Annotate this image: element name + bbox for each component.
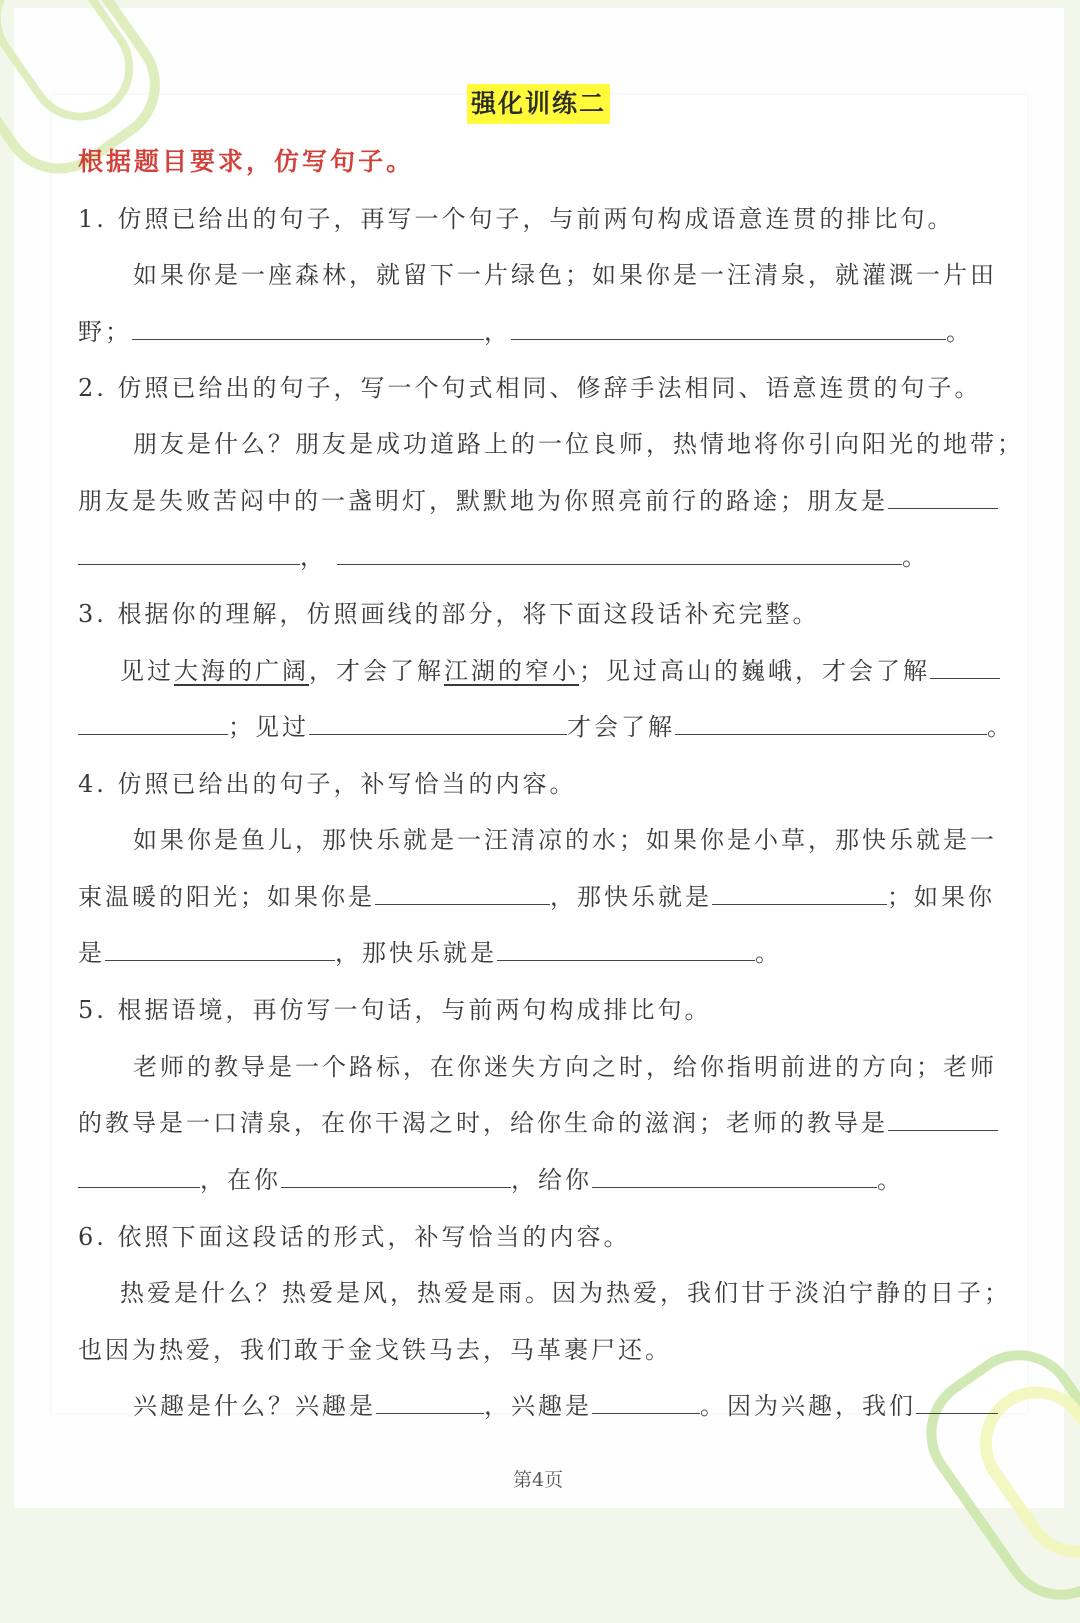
section-heading: 根据题目要求，仿写句子。 xyxy=(78,147,415,176)
q2-example-line2 xyxy=(78,485,998,517)
q1-prompt: 1. 仿照已给出的句子，再写一个句子，与前两句构成语意连贯的排比句。 xyxy=(78,205,955,233)
q2-answer-line xyxy=(78,541,929,573)
q5-blank-3[interactable] xyxy=(281,1165,511,1188)
q3-prompt: 3. 根据你的理解，仿照画线的部分，将下面这段话补充完整。 xyxy=(78,600,820,628)
q4-end: 。 xyxy=(755,939,782,967)
q4-prompt: 4. 仿照已给出的句子，补写恰当的内容。 xyxy=(78,770,577,798)
q4-text-e: ，那快乐就是 xyxy=(335,939,497,967)
q1-sep: ， xyxy=(484,318,511,346)
q5-prompt: 5. 根据语境，再仿写一句话，与前两句构成排比句。 xyxy=(78,996,712,1024)
q2-blank-3[interactable] xyxy=(337,542,902,565)
q5-example-line2 xyxy=(78,1107,998,1139)
q4-text-d: 是 xyxy=(78,939,105,967)
q6-answer-line xyxy=(133,1390,998,1422)
q2-end: 。 xyxy=(902,543,929,571)
q4-blank-4[interactable] xyxy=(497,938,755,961)
page-number: 第4页 xyxy=(513,1469,564,1491)
q2-line2-text: 朋友是失败苦闷中的一盏明灯，默默地为你照亮前行的路途；朋友是 xyxy=(78,487,888,515)
q3-text-c: ；见过高山的巍峨，才会了解 xyxy=(579,657,930,685)
q4-text-a: 束温暖的阳光；如果你是 xyxy=(78,883,375,911)
q1-example: 如果你是一座森林，就留下一片绿色；如果你是一汪清泉，就灌溉一片田 xyxy=(133,261,997,289)
q1-line-start: 野； xyxy=(78,318,132,346)
q6-example-line2: 也因为热爱，我们敢于金戈铁马去，马革裹尸还。 xyxy=(78,1336,672,1364)
q4-example-line1: 如果你是鱼儿，那快乐就是一汪清凉的水；如果你是小草，那快乐就是一 xyxy=(133,826,997,854)
q6-text-a: 兴趣是什么？兴趣是 xyxy=(133,1392,376,1420)
q1-blank-2[interactable] xyxy=(511,317,946,340)
q4-blank-1[interactable] xyxy=(375,882,550,905)
q3-text-d: ；见过 xyxy=(228,713,309,741)
q3-text-b: ，才会了解 xyxy=(309,657,444,685)
worksheet-card xyxy=(52,95,1027,1413)
q2-example-line1: 朋友是什么？朋友是成功道路上的一位良师，热情地将你引向阳光的地带； xyxy=(133,430,1024,458)
q6-blank-1[interactable] xyxy=(376,1391,484,1414)
q5-blank-4[interactable] xyxy=(592,1165,877,1188)
q2-prompt: 2. 仿照已给出的句子，写一个句式相同、修辞手法相同、语意连贯的句子。 xyxy=(78,374,982,402)
q3-blank-4[interactable] xyxy=(675,712,987,735)
q5-end: 。 xyxy=(877,1166,904,1194)
q3-example-line1 xyxy=(120,655,1000,687)
q5-blank-2[interactable] xyxy=(78,1165,200,1188)
q3-text-e: 才会了解 xyxy=(567,713,675,741)
q6-blank-2[interactable] xyxy=(592,1391,700,1414)
q3-text-a: 见过 xyxy=(120,657,174,685)
q2-sep: ， xyxy=(300,543,327,571)
q5-text-b: ，给你 xyxy=(511,1166,592,1194)
q4-blank-2[interactable] xyxy=(712,882,887,905)
q4-text-c: ；如果你 xyxy=(887,883,995,911)
q4-answer-line xyxy=(78,937,782,969)
q3-blank-3[interactable] xyxy=(309,712,567,735)
q5-text-a: ，在你 xyxy=(200,1166,281,1194)
q2-blank-1[interactable] xyxy=(888,486,998,509)
q1-end: 。 xyxy=(946,318,973,346)
q2-blank-2[interactable] xyxy=(78,542,300,565)
q6-blank-3[interactable] xyxy=(916,1391,998,1414)
page-title: 强化训练二 xyxy=(467,84,610,124)
q6-example-line1: 热爱是什么？热爱是风，热爱是雨。因为热爱，我们甘于淡泊宁静的日子； xyxy=(120,1279,1011,1307)
q3-blank-1[interactable] xyxy=(930,656,1000,679)
q1-blank-1[interactable] xyxy=(132,317,484,340)
q1-answer-line xyxy=(78,316,973,348)
q6-prompt: 6. 依照下面这段话的形式，补写恰当的内容。 xyxy=(78,1223,631,1251)
q3-answer-line xyxy=(78,711,1014,743)
q3-underlined-2: 江湖的窄小 xyxy=(444,657,579,685)
q6-text-c: 。因为兴趣，我们 xyxy=(700,1392,916,1420)
q3-underlined-1: 大海的广阔 xyxy=(174,657,309,685)
q3-blank-2[interactable] xyxy=(78,712,228,735)
q5-answer-line xyxy=(78,1164,904,1196)
q4-text-b: ，那快乐就是 xyxy=(550,883,712,911)
q6-text-b: ，兴趣是 xyxy=(484,1392,592,1420)
q4-blank-3[interactable] xyxy=(105,938,335,961)
q5-line2-text: 的教导是一口清泉，在你干渴之时，给你生命的滋润；老师的教导是 xyxy=(78,1109,888,1137)
q5-example-line1: 老师的教导是一个路标，在你迷失方向之时，给你指明前进的方向；老师 xyxy=(133,1053,997,1081)
q3-end: 。 xyxy=(987,713,1014,741)
q5-blank-1[interactable] xyxy=(888,1108,998,1131)
q4-example-line2 xyxy=(78,881,995,913)
